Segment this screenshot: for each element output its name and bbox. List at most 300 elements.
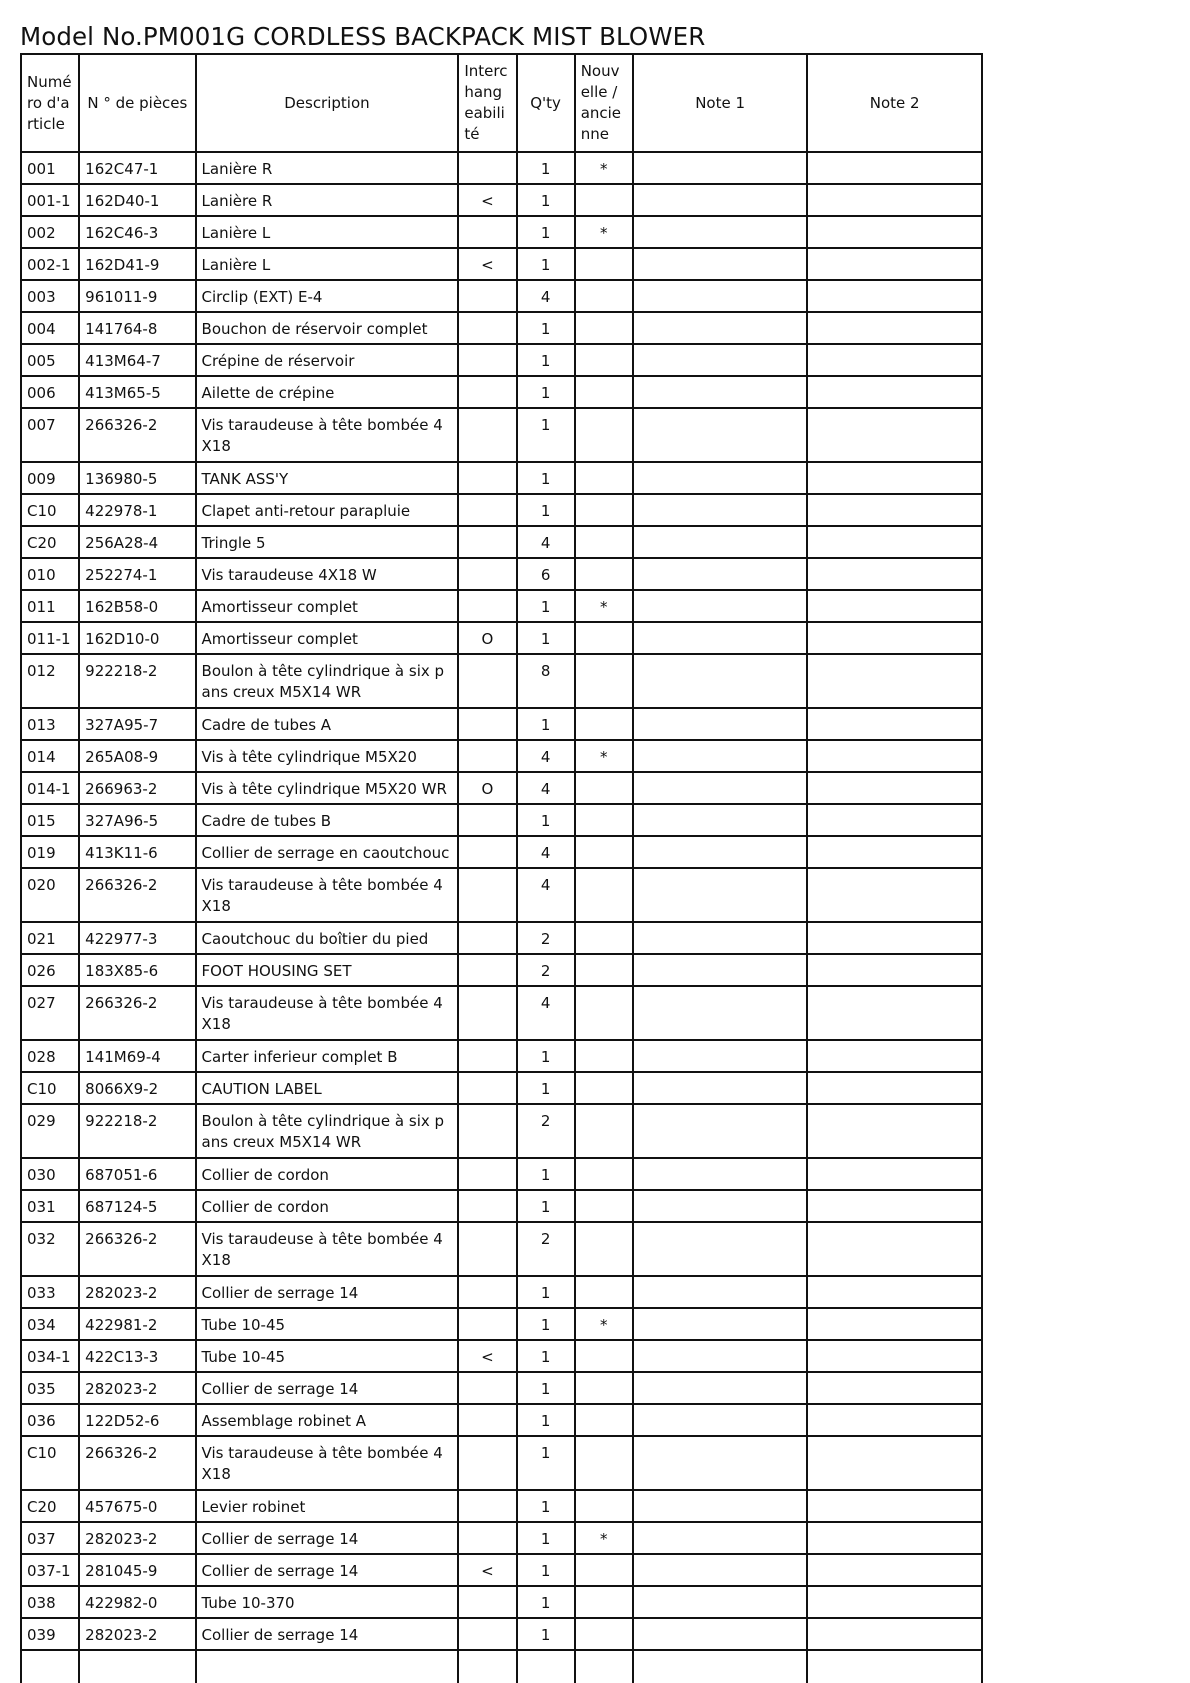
- cell-item-no: 012: [21, 654, 79, 708]
- cell-note-1: [633, 1276, 808, 1308]
- cell-item-no: 034: [21, 1308, 79, 1340]
- cell-note-1: [633, 1340, 808, 1372]
- cell-qty: 4: [517, 986, 575, 1040]
- cell-interchangeability: [458, 1490, 516, 1522]
- cell-qty: 1: [517, 184, 575, 216]
- cell-interchangeability: [458, 740, 516, 772]
- cell-note-1: [633, 1618, 808, 1650]
- cell-qty: 1: [517, 708, 575, 740]
- table-row: [21, 152, 982, 184]
- cell-interchangeability: [458, 1436, 516, 1490]
- table-row: [21, 248, 982, 280]
- cell-part-no: 266963-2: [79, 772, 195, 804]
- cell-note-2: [807, 622, 982, 654]
- cell-note-2: [807, 408, 982, 462]
- cell-part-no: 422982-0: [79, 1586, 195, 1618]
- cell-note-1: [633, 1158, 808, 1190]
- cell-interchangeability: [458, 344, 516, 376]
- cell-note-1: [633, 1190, 808, 1222]
- cell-note-2: [807, 1554, 982, 1586]
- table-row: [21, 1308, 982, 1340]
- cell-note-2: [807, 868, 982, 922]
- cell-note-2: [807, 1404, 982, 1436]
- cell-note-1: [633, 954, 808, 986]
- cell-interchangeability: [458, 494, 516, 526]
- cell-note-1: [633, 804, 808, 836]
- cell-interchangeability: [458, 590, 516, 622]
- cell-description: Lanière R: [196, 152, 459, 184]
- cell-description: Lanière L: [196, 216, 459, 248]
- cell-description: Cadre de tubes B: [196, 804, 459, 836]
- cell-item-no: 010: [21, 558, 79, 590]
- cell-new-old: [575, 1586, 633, 1618]
- cell-qty: 1: [517, 408, 575, 462]
- cell-part-no: 136980-5: [79, 462, 195, 494]
- cell-description: Vis à tête cylindrique M5X20: [196, 740, 459, 772]
- cell-interchangeability: [458, 1040, 516, 1072]
- cell-note-2: [807, 1190, 982, 1222]
- cell-qty: 4: [517, 526, 575, 558]
- cell-item-no: 033: [21, 1276, 79, 1308]
- cell-item-no: 028: [21, 1040, 79, 1072]
- table-row: [21, 312, 982, 344]
- cell-new-old: *: [575, 152, 633, 184]
- cell-qty: 2: [517, 922, 575, 954]
- cell-new-old: [575, 1222, 633, 1276]
- cell-part-no: 266326-2: [79, 986, 195, 1040]
- cell-item-no: 027: [21, 986, 79, 1040]
- header-new-old: Nouvelle / ancienne: [575, 54, 633, 152]
- cell-part-no: 266326-2: [79, 408, 195, 462]
- cell-item-no: C10: [21, 494, 79, 526]
- cell-item-no: 009: [21, 462, 79, 494]
- cell-qty: 1: [517, 1436, 575, 1490]
- cell-part-no: 162B58-0: [79, 590, 195, 622]
- cell-qty: 6: [517, 558, 575, 590]
- cell-note-1: [633, 248, 808, 280]
- cell-item-no: 002: [21, 216, 79, 248]
- cell-note-2: [807, 654, 982, 708]
- table-row: [21, 654, 982, 708]
- cell-description: Carter inferieur complet B: [196, 1040, 459, 1072]
- cell-note-2: [807, 1436, 982, 1490]
- cell-note-1: [633, 1104, 808, 1158]
- table-row: [21, 708, 982, 740]
- cell-item-no: C20: [21, 1490, 79, 1522]
- cell-new-old: [575, 622, 633, 654]
- cell-part-no: 413M64-7: [79, 344, 195, 376]
- cell-part-no: 266326-2: [79, 1436, 195, 1490]
- header-qty: Q'ty: [517, 54, 575, 152]
- cell-part-no: 183X85-6: [79, 954, 195, 986]
- empty-cell: [196, 1650, 459, 1683]
- cell-item-no: 030: [21, 1158, 79, 1190]
- header-item-no: Numéro d'article: [21, 54, 79, 152]
- cell-item-no: 014: [21, 740, 79, 772]
- empty-cell: [575, 1650, 633, 1683]
- cell-part-no: 8066X9-2: [79, 1072, 195, 1104]
- cell-part-no: 413M65-5: [79, 376, 195, 408]
- cell-new-old: [575, 1104, 633, 1158]
- cell-new-old: [575, 654, 633, 708]
- cell-description: Vis taraudeuse à tête bombée 4X18: [196, 1222, 459, 1276]
- cell-qty: 2: [517, 1104, 575, 1158]
- cell-qty: 1: [517, 312, 575, 344]
- cell-interchangeability: [458, 1522, 516, 1554]
- cell-new-old: [575, 312, 633, 344]
- cell-interchangeability: [458, 1222, 516, 1276]
- cell-part-no: 265A08-9: [79, 740, 195, 772]
- cell-new-old: [575, 494, 633, 526]
- table-row: [21, 1190, 982, 1222]
- table-body: [21, 152, 982, 1683]
- cell-description: Caoutchouc du boîtier du pied: [196, 922, 459, 954]
- cell-note-2: [807, 1522, 982, 1554]
- table-row: [21, 1072, 982, 1104]
- cell-new-old: [575, 1158, 633, 1190]
- cell-note-2: [807, 1040, 982, 1072]
- cell-part-no: 282023-2: [79, 1522, 195, 1554]
- cell-part-no: 266326-2: [79, 1222, 195, 1276]
- cell-interchangeability: [458, 868, 516, 922]
- cell-item-no: 021: [21, 922, 79, 954]
- cell-qty: 1: [517, 1554, 575, 1586]
- cell-part-no: 922218-2: [79, 1104, 195, 1158]
- empty-cell: [633, 1650, 808, 1683]
- cell-item-no: 035: [21, 1372, 79, 1404]
- cell-item-no: 001-1: [21, 184, 79, 216]
- cell-item-no: 039: [21, 1618, 79, 1650]
- cell-qty: 1: [517, 376, 575, 408]
- cell-interchangeability: <: [458, 1554, 516, 1586]
- cell-note-1: [633, 280, 808, 312]
- cell-note-2: [807, 1340, 982, 1372]
- cell-note-2: [807, 152, 982, 184]
- cell-interchangeability: [458, 1158, 516, 1190]
- table-row: [21, 986, 982, 1040]
- cell-part-no: 961011-9: [79, 280, 195, 312]
- cell-note-2: [807, 1072, 982, 1104]
- cell-description: Tringle 5: [196, 526, 459, 558]
- cell-qty: 1: [517, 494, 575, 526]
- cell-note-1: [633, 376, 808, 408]
- cell-description: Vis taraudeuse à tête bombée 4X18: [196, 868, 459, 922]
- cell-description: Collier de serrage en caoutchouc: [196, 836, 459, 868]
- cell-note-1: [633, 836, 808, 868]
- cell-note-2: [807, 1618, 982, 1650]
- cell-description: Collier de serrage 14: [196, 1522, 459, 1554]
- empty-cell: [79, 1650, 195, 1683]
- table-row: [21, 804, 982, 836]
- table-header-row: [21, 54, 982, 152]
- empty-cell: [458, 1650, 516, 1683]
- cell-interchangeability: <: [458, 1340, 516, 1372]
- cell-note-1: [633, 986, 808, 1040]
- cell-description: Bouchon de réservoir complet: [196, 312, 459, 344]
- cell-note-1: [633, 708, 808, 740]
- table-row: [21, 408, 982, 462]
- cell-item-no: C20: [21, 526, 79, 558]
- cell-item-no: 029: [21, 1104, 79, 1158]
- cell-note-2: [807, 836, 982, 868]
- table-row: [21, 526, 982, 558]
- cell-qty: 1: [517, 1308, 575, 1340]
- cell-description: Amortisseur complet: [196, 590, 459, 622]
- cell-description: Circlip (EXT) E-4: [196, 280, 459, 312]
- cell-interchangeability: [458, 526, 516, 558]
- cell-new-old: [575, 1554, 633, 1586]
- cell-item-no: 005: [21, 344, 79, 376]
- cell-note-2: [807, 1586, 982, 1618]
- cell-new-old: [575, 1040, 633, 1072]
- header-note-1: Note 1: [633, 54, 808, 152]
- cell-note-2: [807, 248, 982, 280]
- cell-part-no: 141M69-4: [79, 1040, 195, 1072]
- cell-qty: 1: [517, 152, 575, 184]
- cell-note-1: [633, 868, 808, 922]
- table-row: [21, 1554, 982, 1586]
- cell-note-2: [807, 494, 982, 526]
- cell-description: Lanière R: [196, 184, 459, 216]
- cell-qty: 2: [517, 954, 575, 986]
- cell-description: Tube 10-370: [196, 1586, 459, 1618]
- table-row: [21, 1404, 982, 1436]
- cell-interchangeability: [458, 708, 516, 740]
- cell-new-old: *: [575, 1522, 633, 1554]
- cell-new-old: [575, 954, 633, 986]
- cell-note-1: [633, 590, 808, 622]
- cell-part-no: 282023-2: [79, 1618, 195, 1650]
- cell-interchangeability: [458, 1586, 516, 1618]
- cell-note-1: [633, 494, 808, 526]
- cell-interchangeability: O: [458, 622, 516, 654]
- cell-description: TANK ASS'Y: [196, 462, 459, 494]
- cell-new-old: [575, 708, 633, 740]
- table-row: [21, 1372, 982, 1404]
- cell-qty: 1: [517, 1276, 575, 1308]
- cell-note-2: [807, 740, 982, 772]
- cell-note-2: [807, 344, 982, 376]
- cell-description: Collier de serrage 14: [196, 1372, 459, 1404]
- cell-note-2: [807, 184, 982, 216]
- cell-note-2: [807, 804, 982, 836]
- cell-new-old: *: [575, 216, 633, 248]
- cell-note-1: [633, 1222, 808, 1276]
- cell-qty: 4: [517, 280, 575, 312]
- cell-note-1: [633, 344, 808, 376]
- cell-description: Crépine de réservoir: [196, 344, 459, 376]
- table-row: [21, 376, 982, 408]
- cell-description: Collier de serrage 14: [196, 1554, 459, 1586]
- cell-item-no: 031: [21, 1190, 79, 1222]
- cell-new-old: [575, 1436, 633, 1490]
- cell-qty: 4: [517, 836, 575, 868]
- cell-part-no: 162C47-1: [79, 152, 195, 184]
- cell-part-no: 266326-2: [79, 868, 195, 922]
- cell-qty: 1: [517, 1490, 575, 1522]
- cell-item-no: 002-1: [21, 248, 79, 280]
- cell-qty: 1: [517, 804, 575, 836]
- cell-note-2: [807, 376, 982, 408]
- cell-note-2: [807, 526, 982, 558]
- cell-description: FOOT HOUSING SET: [196, 954, 459, 986]
- table-row: [21, 216, 982, 248]
- cell-part-no: 422C13-3: [79, 1340, 195, 1372]
- cell-description: Vis taraudeuse à tête bombée 4X18: [196, 986, 459, 1040]
- cell-description: Collier de serrage 14: [196, 1618, 459, 1650]
- cell-note-1: [633, 1436, 808, 1490]
- table-row: [21, 1104, 982, 1158]
- cell-interchangeability: [458, 804, 516, 836]
- cell-new-old: [575, 526, 633, 558]
- cell-item-no: 011: [21, 590, 79, 622]
- cell-part-no: 282023-2: [79, 1372, 195, 1404]
- cell-qty: 1: [517, 1072, 575, 1104]
- cell-note-1: [633, 1404, 808, 1436]
- cell-part-no: 687051-6: [79, 1158, 195, 1190]
- cell-new-old: [575, 1490, 633, 1522]
- cell-note-2: [807, 280, 982, 312]
- cell-new-old: [575, 1404, 633, 1436]
- empty-cell: [21, 1650, 79, 1683]
- cell-part-no: 281045-9: [79, 1554, 195, 1586]
- cell-item-no: 001: [21, 152, 79, 184]
- cell-interchangeability: [458, 1618, 516, 1650]
- table-row: [21, 590, 982, 622]
- parts-table-container: [20, 53, 983, 1683]
- cell-item-no: 003: [21, 280, 79, 312]
- cell-part-no: 422977-3: [79, 922, 195, 954]
- cell-note-1: [633, 922, 808, 954]
- cell-qty: 1: [517, 1372, 575, 1404]
- cell-description: Amortisseur complet: [196, 622, 459, 654]
- cell-interchangeability: [458, 954, 516, 986]
- cell-interchangeability: [458, 462, 516, 494]
- cell-description: Collier de cordon: [196, 1158, 459, 1190]
- cell-note-1: [633, 1040, 808, 1072]
- cell-item-no: 014-1: [21, 772, 79, 804]
- cell-description: Levier robinet: [196, 1490, 459, 1522]
- cell-item-no: C10: [21, 1436, 79, 1490]
- table-row: [21, 1586, 982, 1618]
- cell-interchangeability: [458, 280, 516, 312]
- table-row: [21, 558, 982, 590]
- cell-description: Collier de serrage 14: [196, 1276, 459, 1308]
- cell-qty: 4: [517, 772, 575, 804]
- cell-item-no: 006: [21, 376, 79, 408]
- cell-item-no: 004: [21, 312, 79, 344]
- cell-item-no: 038: [21, 1586, 79, 1618]
- cell-note-2: [807, 1490, 982, 1522]
- cell-interchangeability: [458, 986, 516, 1040]
- cell-note-1: [633, 216, 808, 248]
- cell-interchangeability: [458, 1190, 516, 1222]
- cell-new-old: [575, 1072, 633, 1104]
- cell-part-no: 252274-1: [79, 558, 195, 590]
- cell-interchangeability: [458, 836, 516, 868]
- cell-interchangeability: [458, 1308, 516, 1340]
- cell-part-no: 122D52-6: [79, 1404, 195, 1436]
- cell-note-1: [633, 1554, 808, 1586]
- cell-note-2: [807, 312, 982, 344]
- table-row: [21, 1522, 982, 1554]
- cell-part-no: 457675-0: [79, 1490, 195, 1522]
- header-interchangeability: Interchangeabilité: [458, 54, 516, 152]
- header-note-2: Note 2: [807, 54, 982, 152]
- cell-part-no: 162D41-9: [79, 248, 195, 280]
- cell-qty: 1: [517, 622, 575, 654]
- cell-note-2: [807, 1276, 982, 1308]
- cell-description: Boulon à tête cylindrique à six pans creux M5X14 WR: [196, 1104, 459, 1158]
- cell-note-1: [633, 558, 808, 590]
- cell-note-1: [633, 312, 808, 344]
- table-row: [21, 868, 982, 922]
- cell-item-no: 026: [21, 954, 79, 986]
- cell-description: Collier de cordon: [196, 1190, 459, 1222]
- cell-new-old: [575, 772, 633, 804]
- cell-interchangeability: [458, 922, 516, 954]
- cell-note-1: [633, 654, 808, 708]
- cell-new-old: [575, 804, 633, 836]
- cell-note-1: [633, 526, 808, 558]
- page-title: Model No.PM001G CORDLESS BACKPACK MIST BLOWER: [20, 22, 706, 51]
- cell-new-old: [575, 1340, 633, 1372]
- cell-item-no: 011-1: [21, 622, 79, 654]
- cell-interchangeability: [458, 152, 516, 184]
- cell-qty: 1: [517, 344, 575, 376]
- cell-note-1: [633, 772, 808, 804]
- cell-note-1: [633, 152, 808, 184]
- cell-new-old: [575, 986, 633, 1040]
- cell-part-no: 256A28-4: [79, 526, 195, 558]
- cell-part-no: 282023-2: [79, 1276, 195, 1308]
- cell-note-1: [633, 740, 808, 772]
- cell-qty: 1: [517, 1158, 575, 1190]
- cell-part-no: 413K11-6: [79, 836, 195, 868]
- cell-qty: 1: [517, 1404, 575, 1436]
- cell-description: Cadre de tubes A: [196, 708, 459, 740]
- table-row: [21, 954, 982, 986]
- cell-interchangeability: [458, 216, 516, 248]
- table-row: [21, 922, 982, 954]
- cell-interchangeability: <: [458, 248, 516, 280]
- cell-note-2: [807, 462, 982, 494]
- cell-part-no: 327A96-5: [79, 804, 195, 836]
- table-row: [21, 740, 982, 772]
- table-row: [21, 1436, 982, 1490]
- cell-new-old: *: [575, 740, 633, 772]
- table-row: [21, 772, 982, 804]
- cell-interchangeability: [458, 312, 516, 344]
- cell-note-2: [807, 954, 982, 986]
- cell-interchangeability: [458, 1276, 516, 1308]
- header-description: Description: [196, 54, 459, 152]
- cell-interchangeability: O: [458, 772, 516, 804]
- cell-description: Vis à tête cylindrique M5X20 WR: [196, 772, 459, 804]
- cell-qty: 1: [517, 1040, 575, 1072]
- cell-new-old: [575, 376, 633, 408]
- cell-interchangeability: [458, 1404, 516, 1436]
- cell-new-old: [575, 836, 633, 868]
- cell-interchangeability: [458, 1372, 516, 1404]
- cell-note-1: [633, 1072, 808, 1104]
- cell-part-no: 422981-2: [79, 1308, 195, 1340]
- cell-new-old: *: [575, 590, 633, 622]
- cell-qty: 1: [517, 216, 575, 248]
- cell-new-old: [575, 408, 633, 462]
- cell-note-1: [633, 622, 808, 654]
- cell-note-1: [633, 408, 808, 462]
